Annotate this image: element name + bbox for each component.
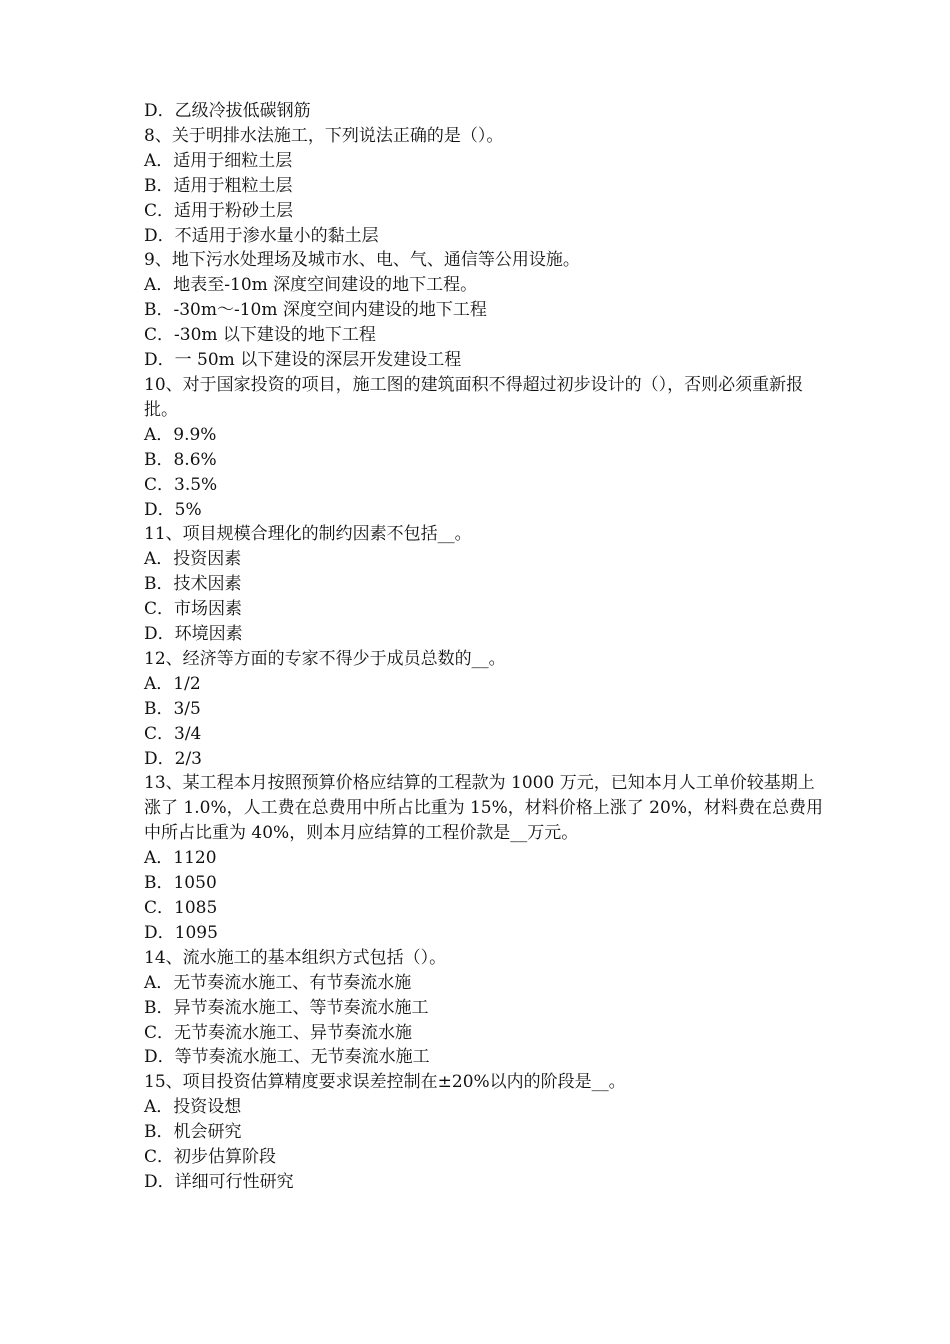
answer-option: D．详细可行性研究 — [144, 1171, 294, 1192]
answer-option: C．3/4 — [144, 723, 202, 744]
answer-option: A．投资设想 — [144, 1097, 242, 1118]
answer-option: D．5% — [144, 499, 202, 520]
answer-option: B．技术因素 — [144, 574, 242, 595]
answer-option: B．异节奏流水施工、等节奏流水施工 — [144, 997, 429, 1018]
answer-option: B．适用于粗粒土层 — [144, 175, 293, 196]
answer-option: B．机会研究 — [144, 1122, 242, 1143]
answer-option: B．1050 — [144, 873, 217, 894]
answer-option: B．8.6% — [144, 449, 217, 470]
question-text: 11、项目规模合理化的制约因素不包括__。 — [144, 524, 472, 545]
question-text: 10、对于国家投资的项目，施工图的建筑面积不得超过初步设计的（），否则必须重新报批。 — [144, 374, 804, 420]
answer-option: A．无节奏流水施工、有节奏流水施 — [144, 972, 412, 993]
answer-option: C．3.5% — [144, 474, 218, 495]
answer-option: D．一 50m 以下建设的深层开发建设工程 — [144, 350, 462, 371]
answer-option: C．-30m 以下建设的地下工程 — [144, 325, 376, 346]
question-text: 8、关于明排水法施工，下列说法正确的是（）。 — [144, 125, 504, 146]
answer-option: A．地表至-10m 深度空间建设的地下工程。 — [144, 275, 478, 296]
answer-option: A．投资因素 — [144, 549, 242, 570]
answer-option: D．2/3 — [144, 748, 202, 769]
answer-option: C．适用于粉砂土层 — [144, 200, 294, 221]
answer-option: A．1120 — [144, 848, 217, 869]
answer-option: D．环境因素 — [144, 624, 243, 645]
answer-option: C．1085 — [144, 898, 218, 918]
answer-option: B．3/5 — [144, 698, 201, 719]
question-text: 9、地下污水处理场及城市水、电、气、通信等公用设施。 — [144, 250, 580, 271]
answer-option: B．-30m～-10m 深度空间内建设的地下工程 — [144, 300, 487, 321]
answer-option: D．乙级冷拔低碳钢筋 — [144, 101, 311, 121]
question-text: 15、项目投资估算精度要求误差控制在±20%以内的阶段是__。 — [144, 1072, 626, 1093]
document-page — [144, 99, 824, 1195]
answer-option: D．不适用于渗水量小的黏土层 — [144, 225, 379, 246]
answer-option: C．市场因素 — [144, 599, 243, 620]
answer-option: C．初步估算阶段 — [144, 1147, 277, 1168]
answer-option: A．9.9% — [144, 424, 217, 445]
question-text: 14、流水施工的基本组织方式包括（）。 — [144, 947, 447, 968]
answer-option: A．适用于细粒土层 — [144, 150, 293, 171]
answer-option: D．等节奏流水施工、无节奏流水施工 — [144, 1047, 430, 1068]
answer-option: C．无节奏流水施工、异节奏流水施 — [144, 1022, 413, 1043]
answer-option: A．1/2 — [144, 673, 201, 694]
answer-option: D．1095 — [144, 922, 218, 943]
question-text: 12、经济等方面的专家不得少于成员总数的__。 — [144, 648, 506, 669]
question-text: 13、某工程本月按照预算价格应结算的工程款为 1000 万元，已知本月人工单价较基期上涨了 1.0%，人工费在总费用中所占比重为 15%，材料价格上涨了 20%，材料费在总费用中所占比重为 40%，则本月应结算的工程价款是__万元。 — [144, 773, 823, 844]
